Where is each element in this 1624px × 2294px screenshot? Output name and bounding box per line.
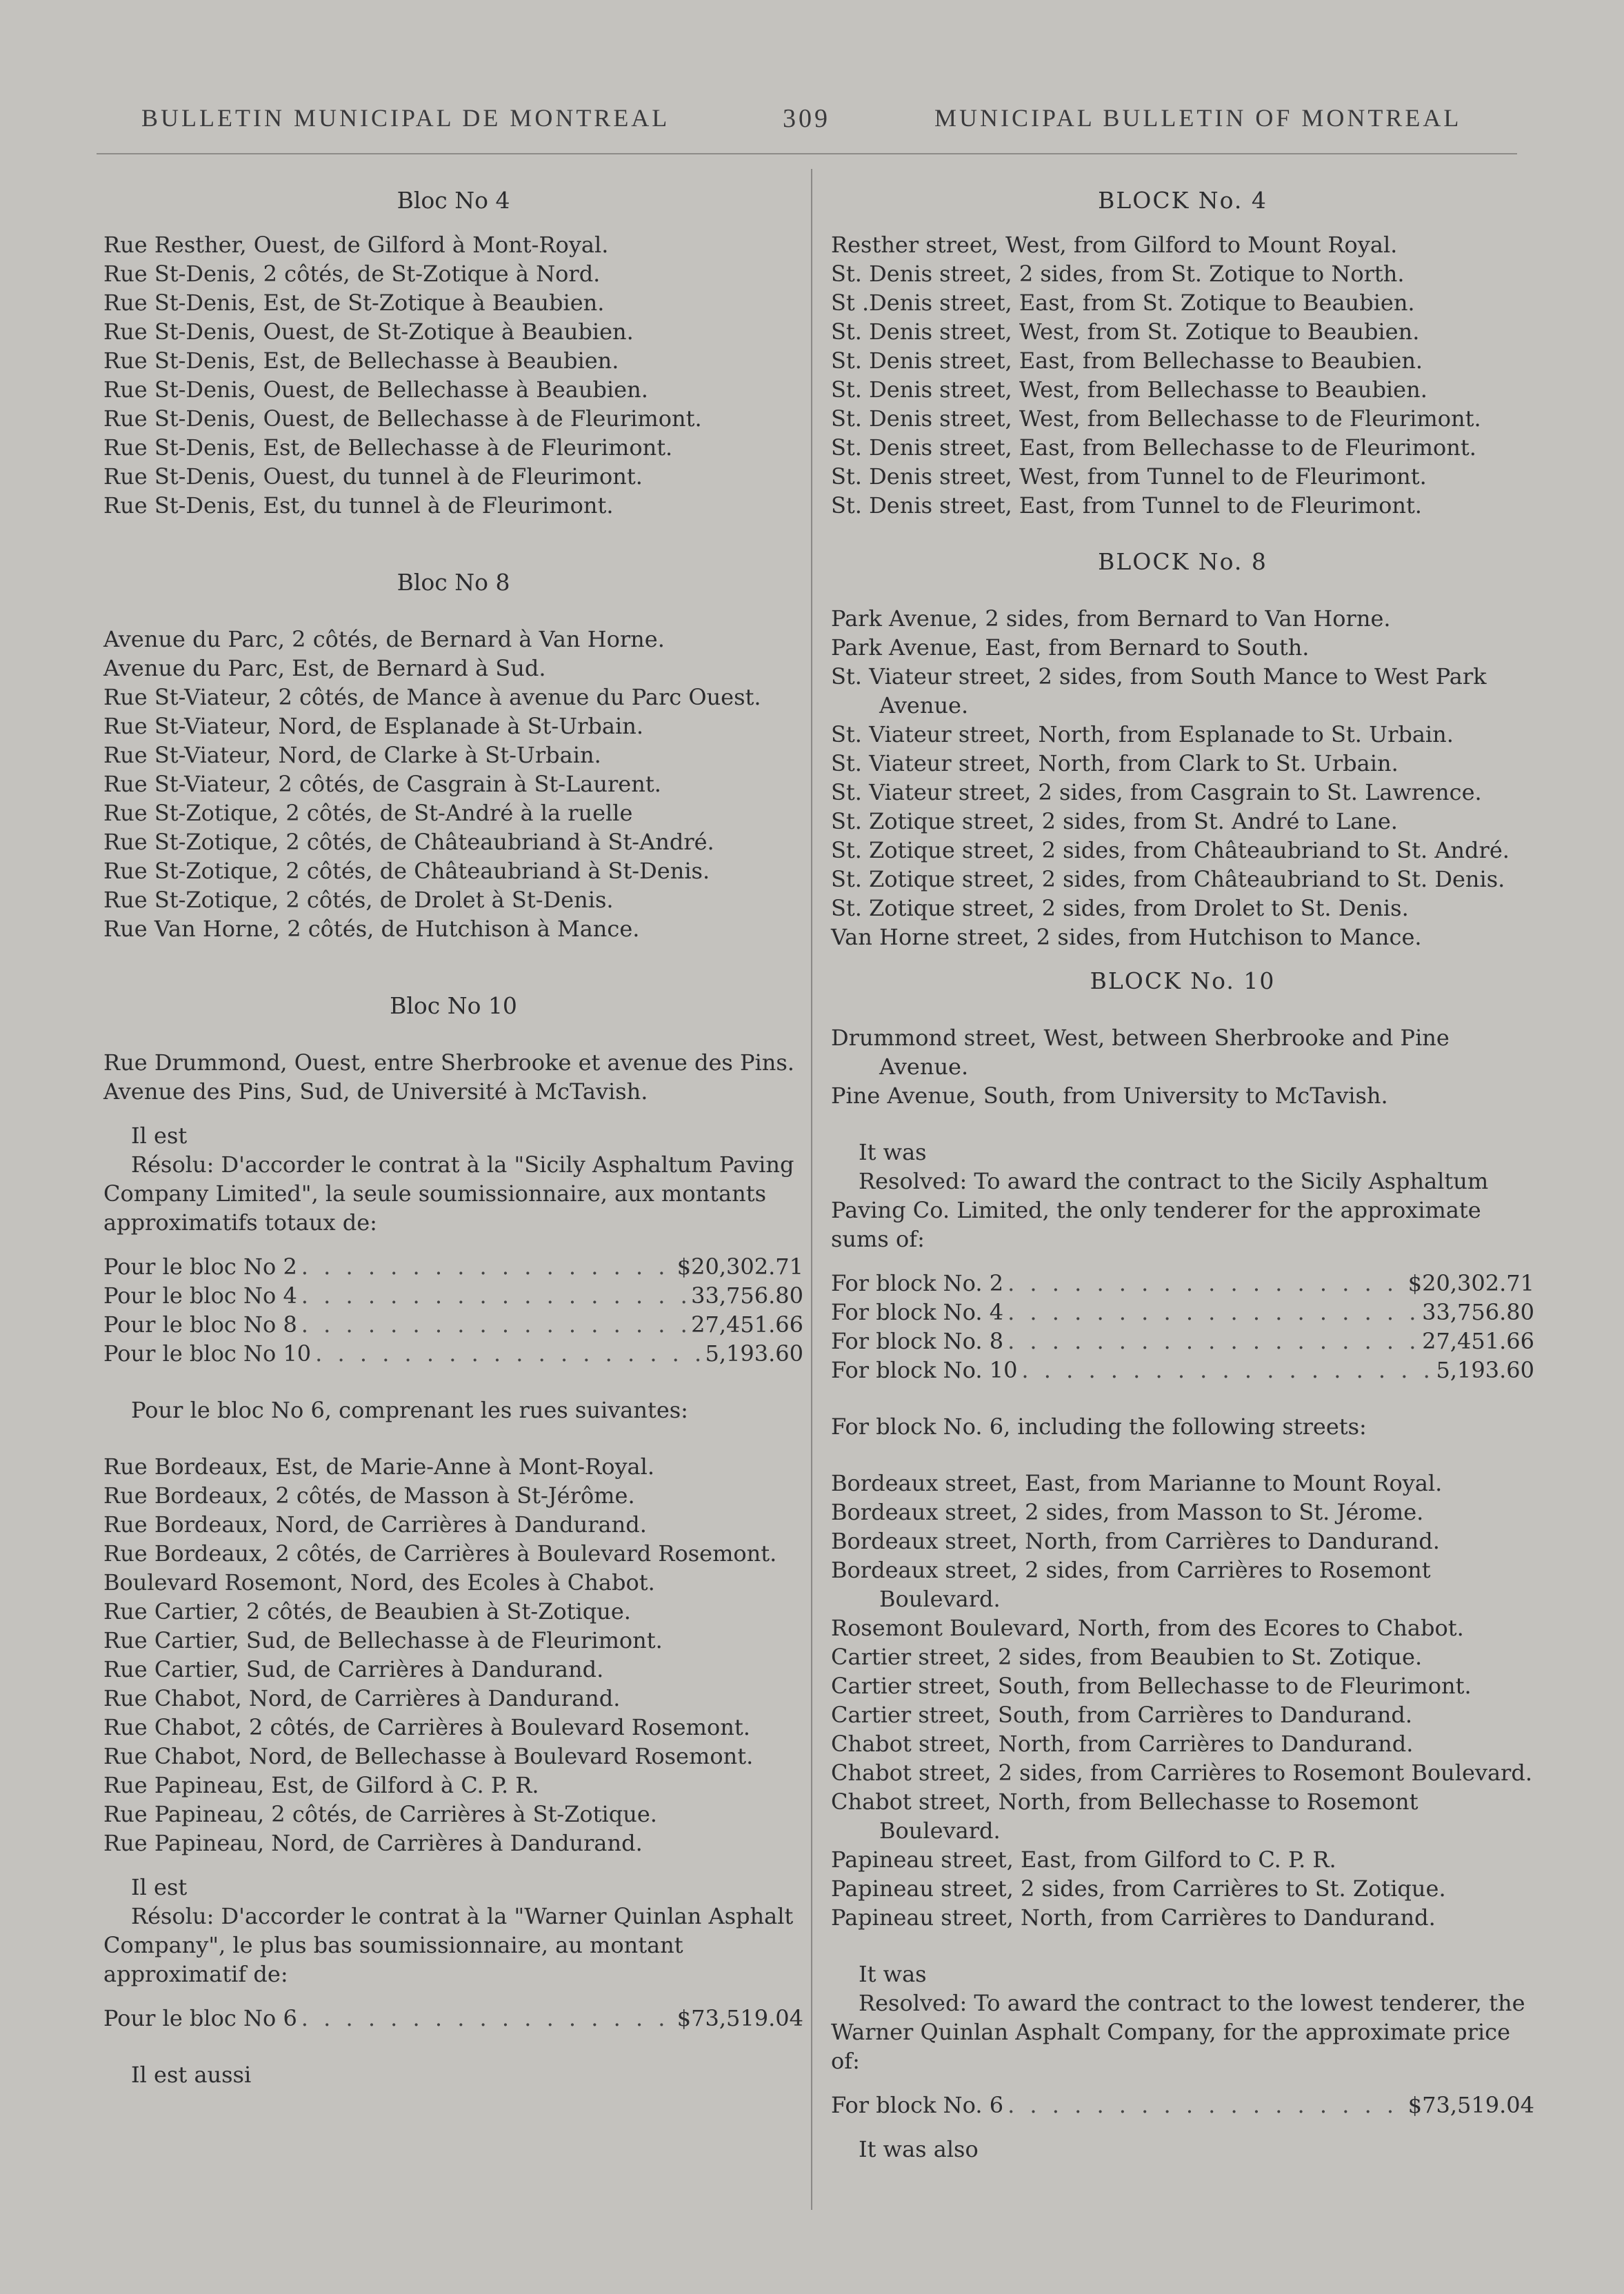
list-item: Rue Bordeaux, 2 côtés, de Carrières à Boulevard Rosemont. (103, 1540, 777, 1567)
amount-label: For block No. 10 (831, 1357, 1018, 1383)
list-item: Rue St-Denis, Ouest, de Bellechasse à Beaubien. (103, 376, 648, 403)
leader-dots (311, 1339, 705, 1368)
bloc-10-list (103, 1048, 803, 1106)
list-item: St. Denis street, West, from Bellechasse to Beaubien. (831, 376, 1427, 403)
list-item: Rue St-Zotique, 2 côtés, de Drolet à St-Denis. (103, 887, 614, 913)
list-item: Rue Resther, Ouest, de Gilford à Mont-Royal. (103, 232, 609, 258)
resolution-text: Resolved: To award the contract to the lowest tenderer, the Warner Quinlan Asphalt Company, for the approximate price of: (831, 1990, 1525, 2074)
amount-row (103, 2004, 803, 2033)
list-item: Chabot street, North, from Bellechasse to Rosemont Boulevard. (831, 1789, 1419, 1844)
list-item: Rue St-Zotique, 2 côtés, de Châteaubriand à St-André. (103, 829, 714, 855)
list-item: Rue Papineau, 2 côtés, de Carrières à St-Zotique. (103, 1801, 657, 1827)
block-8-heading: BLOCK No. 8 (1098, 548, 1267, 575)
list-item: Rue St-Denis, 2 côtés, de St-Zotique à Nord. (103, 261, 601, 287)
list-item: Rue St-Zotique, 2 côtés, de Châteaubriand à St-Denis. (103, 858, 710, 884)
list-item: Rue St-Viateur, Nord, de Clarke à St-Urbain. (103, 742, 601, 768)
list-item: Rue St-Denis, Ouest, de St-Zotique à Beaubien. (103, 319, 634, 345)
amount-value: $20,302.71 (1407, 1270, 1534, 1296)
resolution-text: Résolu: D'accorder le contrat à la "Warner Quinlan Asphalt Company", le plus bas soumissionnaire, au montant approximatif de: (103, 1903, 794, 1987)
list-item: St. Zotique street, 2 sides, from St. André to Lane. (831, 808, 1398, 834)
leader-dots (1017, 1356, 1436, 1385)
it-was-text: It was (859, 1139, 927, 1165)
list-item: St .Denis street, East, from St. Zotique to Beaubien. (831, 290, 1415, 316)
amount-value: 27,451.66 (691, 1311, 803, 1338)
leader-dots (1003, 1298, 1422, 1327)
amount-label: Pour le bloc No 4 (103, 1282, 297, 1309)
block-10-heading: BLOCK No. 10 (1090, 967, 1276, 994)
list-item: Rue Papineau, Est, de Gilford à C. P. R. (103, 1772, 539, 1798)
list-item: Rue Bordeaux, Est, de Marie-Anne à Mont-Royal. (103, 1453, 655, 1480)
block-4-heading: BLOCK No. 4 (1098, 187, 1267, 214)
list-item: Rue Van Horne, 2 côtés, de Hutchison à Mance. (103, 916, 640, 942)
bloc-8-list (103, 625, 803, 943)
list-item: Avenue des Pins, Sud, de Université à McTavish. (103, 1078, 648, 1105)
list-item: St. Denis street, East, from Bellechasse to de Fleurimont. (831, 434, 1476, 461)
amount-label: For block No. 2 (831, 1270, 1004, 1296)
leader-dots (1003, 2091, 1408, 2120)
amount-value: 5,193.60 (1436, 1357, 1534, 1383)
list-item: Cartier street, 2 sides, from Beaubien to St. Zotique. (831, 1644, 1423, 1670)
list-item: Bordeaux street, North, from Carrières to Dandurand. (831, 1528, 1440, 1554)
header-english-title: MUNICIPAL BULLETIN OF MONTREAL (934, 104, 1462, 132)
list-item: Rue St-Denis, Est, du tunnel à de Fleurimont. (103, 492, 614, 519)
list-item: Rue St-Zotique, 2 côtés, de St-André à la ruelle (103, 800, 633, 826)
leader-dots (297, 2004, 677, 2033)
leader-dots (1003, 1269, 1408, 1298)
column-divider (811, 169, 812, 2210)
amount-label: Pour le bloc No 10 (103, 1340, 312, 1367)
leader-dots (297, 1252, 677, 1281)
il-est-text: Il est (131, 1123, 188, 1149)
bloc-10-heading: Bloc No 10 (390, 992, 517, 1019)
list-item: Bordeaux street, 2 sides, from Carrières to Rosemont Boulevard. (831, 1557, 1431, 1612)
bloc-4-list (103, 230, 803, 520)
list-item: Rue Cartier, Sud, de Bellechasse à de Fleurimont. (103, 1627, 663, 1653)
bloc-4-heading: Bloc No 4 (397, 187, 510, 214)
page-number: 309 (783, 104, 830, 133)
list-item: St. Denis street, West, from Tunnel to de Fleurimont. (831, 463, 1427, 490)
list-item: Rue St-Denis, Ouest, du tunnel à de Fleurimont. (103, 463, 643, 490)
amount-value: 5,193.60 (705, 1340, 803, 1367)
list-item: Rue St-Denis, Ouest, de Bellechasse à de Fleurimont. (103, 405, 702, 432)
list-item: Rue Cartier, 2 côtés, de Beaubien à St-Zotique. (103, 1598, 631, 1624)
french-column (103, 186, 803, 2089)
list-item: Cartier street, South, from Carrières to Dandurand. (831, 1702, 1413, 1728)
page-header (0, 103, 1624, 145)
list-item: Rue Chabot, Nord, de Carrières à Dandurand. (103, 1685, 621, 1711)
list-item: Pine Avenue, South, from University to McTavish. (831, 1083, 1388, 1109)
bloc-6-list (103, 1452, 803, 1858)
amount-label: For block No. 6 (831, 2092, 1004, 2118)
amount-label: Pour le bloc No 8 (103, 1311, 297, 1338)
list-item: Rosemont Boulevard, North, from des Ecores to Chabot. (831, 1615, 1464, 1641)
amount-row (831, 1298, 1534, 1327)
amount-label: Pour le bloc No 6 (103, 2005, 297, 2031)
list-item: Resther street, West, from Gilford to Mount Royal. (831, 232, 1398, 258)
leader-dots (297, 1281, 691, 1310)
amount-row (103, 1252, 803, 1281)
resolution-text: Resolved: To award the contract to the Sicily Asphaltum Paving Co. Limited, the only tenderer for the approximate sums of: (831, 1168, 1489, 1252)
list-item: Papineau street, East, from Gilford to C. P. R. (831, 1847, 1336, 1873)
amount-row (103, 1339, 803, 1368)
list-item: Van Horne street, 2 sides, from Hutchison to Mance. (831, 924, 1422, 950)
amount-value: $73,519.04 (676, 2005, 803, 2031)
amount-label: For block No. 8 (831, 1328, 1004, 1354)
list-item: St. Viateur street, 2 sides, from South Mance to West Park Avenue. (831, 663, 1487, 718)
it-was-also-text: It was also (859, 2136, 979, 2162)
list-item: Chabot street, North, from Carrières to Dandurand. (831, 1731, 1414, 1757)
list-item: Papineau street, North, from Carrières to Dandurand. (831, 1904, 1436, 1931)
list-item: Rue St-Denis, Est, de St-Zotique à Beaubien. (103, 290, 605, 316)
list-item: Rue Papineau, Nord, de Carrières à Dandurand. (103, 1830, 643, 1856)
header-french-title: BULLETIN MUNICIPAL DE MONTREAL (141, 104, 670, 132)
amount-row (103, 1281, 803, 1310)
resolution-text: Résolu: D'accorder le contrat à la "Sicily Asphaltum Paving Company Limited", la seule soumissionnaire, aux montants approximatifs totaux de: (103, 1151, 794, 1236)
list-item: Rue Chabot, 2 côtés, de Carrières à Boulevard Rosemont. (103, 1714, 750, 1740)
list-item: Bordeaux street, 2 sides, from Masson to St. Jérome. (831, 1499, 1424, 1525)
list-item: Drummond street, West, between Sherbrooke and Pine Avenue. (831, 1025, 1450, 1080)
il-est-aussi-text: Il est aussi (131, 2062, 252, 2088)
block-4-list (831, 230, 1534, 520)
list-item: St. Zotique street, 2 sides, from Châteaubriand to St. Denis. (831, 866, 1505, 892)
list-item: St. Viateur street, 2 sides, from Casgrain to St. Lawrence. (831, 779, 1482, 805)
list-item: Park Avenue, 2 sides, from Bernard to Van Horne. (831, 605, 1391, 632)
list-item: Rue Cartier, Sud, de Carrières à Dandurand. (103, 1656, 604, 1682)
list-item: Rue St-Denis, Est, de Bellechasse à de Fleurimont. (103, 434, 673, 461)
leader-dots (1003, 1327, 1422, 1356)
amount-row (831, 2091, 1534, 2120)
list-item: Chabot street, 2 sides, from Carrières to Rosemont Boulevard. (831, 1760, 1532, 1786)
amounts-table (831, 1269, 1534, 1385)
amount-row (831, 1269, 1534, 1298)
bloc-6-intro: Pour le bloc No 6, comprenant les rues suivantes: (131, 1397, 688, 1423)
amount-row (831, 1356, 1534, 1385)
list-item: Bordeaux street, East, from Marianne to Mount Royal. (831, 1470, 1443, 1496)
block-6-list (831, 1469, 1534, 1932)
list-item: Rue Bordeaux, 2 côtés, de Masson à St-Jérôme. (103, 1482, 635, 1509)
list-item: St. Denis street, West, from Bellechasse to de Fleurimont. (831, 405, 1481, 432)
bloc-8-heading: Bloc No 8 (397, 569, 510, 596)
list-item: Avenue du Parc, 2 côtés, de Bernard à Van Horne. (103, 626, 665, 652)
list-item: St. Viateur street, North, from Clark to St. Urbain. (831, 750, 1399, 776)
list-item: St. Zotique street, 2 sides, from Châteaubriand to St. André. (831, 837, 1510, 863)
english-column (831, 186, 1534, 2164)
amount-value: $73,519.04 (1407, 2092, 1534, 2118)
it-was-text: It was (859, 1961, 927, 1987)
amount-label: Pour le bloc No 2 (103, 1254, 297, 1280)
list-item: St. Viateur street, North, from Esplanade to St. Urbain. (831, 721, 1454, 747)
amount-row (103, 1310, 803, 1339)
amounts-table (103, 1252, 803, 1368)
leader-dots (297, 1310, 691, 1339)
amount-value: 33,756.80 (691, 1282, 803, 1309)
list-item: Rue St-Denis, Est, de Bellechasse à Beaubien. (103, 348, 619, 374)
amount-value: 27,451.66 (1422, 1328, 1534, 1354)
il-est-text: Il est (131, 1874, 188, 1900)
list-item: St. Zotique street, 2 sides, from Drolet to St. Denis. (831, 895, 1409, 921)
block-8-list (831, 604, 1534, 952)
block-6-intro: For block No. 6, including the following streets: (831, 1413, 1367, 1440)
list-item: Avenue du Parc, Est, de Bernard à Sud. (103, 655, 546, 681)
list-item: Rue Bordeaux, Nord, de Carrières à Dandurand. (103, 1511, 647, 1538)
list-item: Rue Drummond, Ouest, entre Sherbrooke et avenue des Pins. (103, 1049, 794, 1076)
list-item: Rue St-Viateur, 2 côtés, de Mance à avenue du Parc Ouest. (103, 684, 761, 710)
header-rule (97, 153, 1517, 154)
amount-value: $20,302.71 (676, 1254, 803, 1280)
amount-label: For block No. 4 (831, 1299, 1004, 1325)
list-item: St. Denis street, East, from Tunnel to de Fleurimont. (831, 492, 1422, 519)
list-item: Rue St-Viateur, Nord, de Esplanade à St-Urbain. (103, 713, 643, 739)
amount-row (831, 1327, 1534, 1356)
list-item: St. Denis street, 2 sides, from St. Zotique to North. (831, 261, 1405, 287)
block-10-list (831, 1023, 1534, 1110)
list-item: Papineau street, 2 sides, from Carrières to St. Zotique. (831, 1875, 1446, 1902)
list-item: Park Avenue, East, from Bernard to South. (831, 634, 1310, 661)
list-item: Rue Chabot, Nord, de Bellechasse à Boulevard Rosemont. (103, 1743, 754, 1769)
list-item: St. Denis street, East, from Bellechasse to Beaubien. (831, 348, 1423, 374)
list-item: Boulevard Rosemont, Nord, des Ecoles à Chabot. (103, 1569, 655, 1596)
list-item: St. Denis street, West, from St. Zotique to Beaubien. (831, 319, 1420, 345)
amount-value: 33,756.80 (1422, 1299, 1534, 1325)
list-item: Cartier street, South, from Bellechasse to de Fleurimont. (831, 1673, 1472, 1699)
list-item: Rue St-Viateur, 2 côtés, de Casgrain à St-Laurent. (103, 771, 661, 797)
